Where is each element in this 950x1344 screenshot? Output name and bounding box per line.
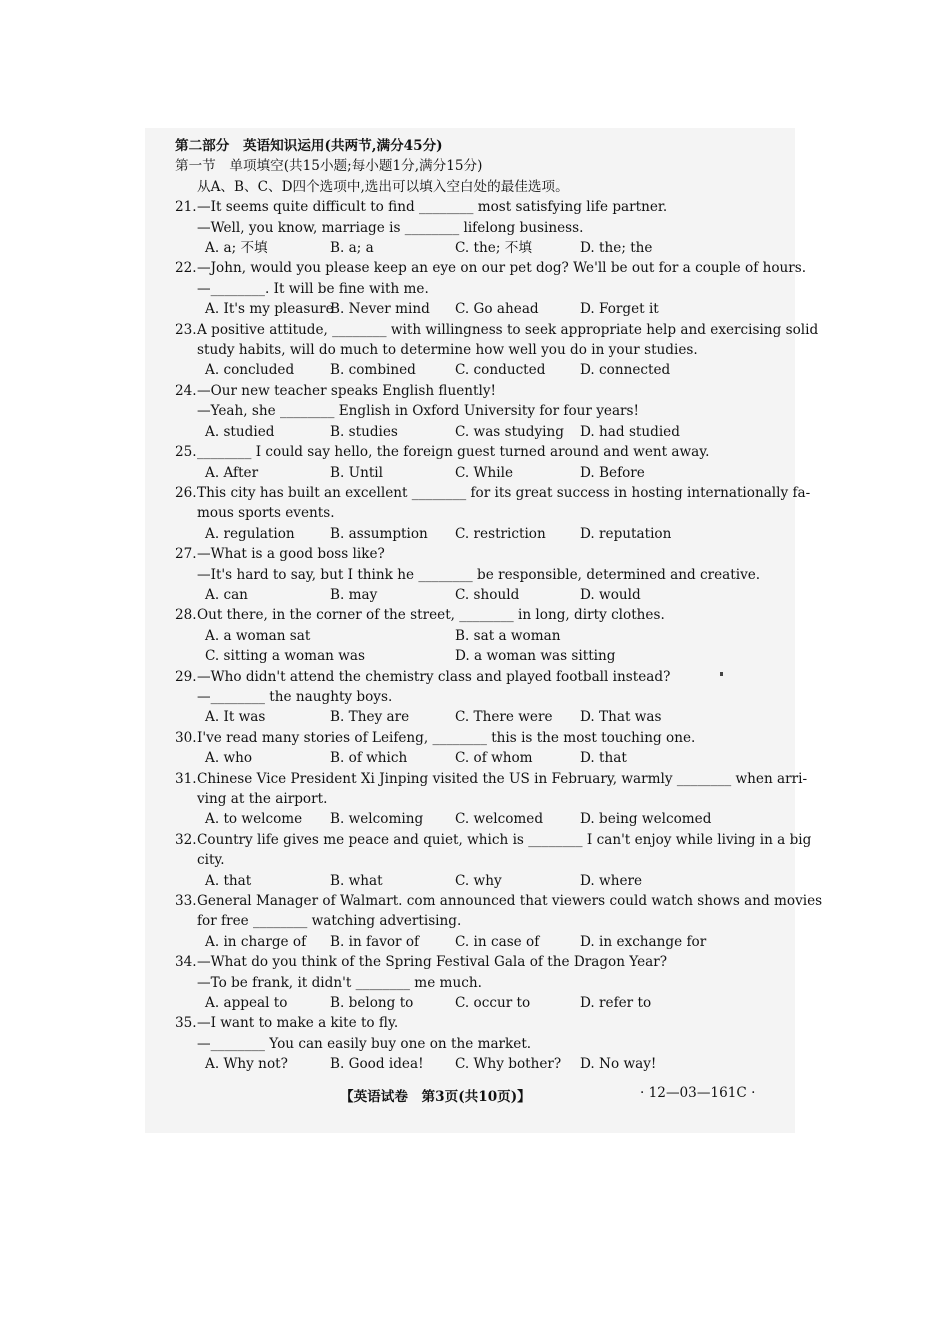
question-line <box>175 830 812 850</box>
answer-option[interactable]: D. being welcomed <box>580 811 712 828</box>
question-text: General Manager of Walmart. com announced that viewers could watch shows and movies <box>197 893 823 910</box>
instruction: 从A、B、C、D四个选项中,选出可以填入空白处的最佳选项。 <box>197 178 569 195</box>
question-number-spacer <box>175 401 197 421</box>
question-number: 35. <box>175 1015 197 1032</box>
question-text: Country life gives me peace and quiet, which is ________ I can't enjoy while living in a big <box>197 831 812 848</box>
answer-option[interactable]: A. in charge of <box>205 933 307 950</box>
answer-option[interactable]: D. the; the <box>580 240 653 257</box>
question-line <box>175 442 775 462</box>
answer-option[interactable]: B. studies <box>330 423 398 440</box>
question-item <box>175 544 775 605</box>
answer-option[interactable]: D. refer to <box>580 995 652 1012</box>
question-line <box>175 952 775 972</box>
question-number-spacer <box>175 789 197 809</box>
answer-option[interactable]: D. No way! <box>580 1056 657 1073</box>
answer-option[interactable]: C. restriction <box>455 525 546 542</box>
answer-option[interactable]: D. where <box>580 872 643 889</box>
question-line <box>175 320 819 340</box>
question-number: 33. <box>175 893 197 910</box>
question-text: —________. It will be fine with me. <box>197 280 429 297</box>
question-line <box>175 667 775 687</box>
answer-option[interactable]: A. concluded <box>205 362 295 379</box>
question-text: Chinese Vice President Xi Jinping visited the US in February, warmly ________ when arri- <box>197 770 808 787</box>
answer-option[interactable]: C. welcomed <box>455 811 544 828</box>
question-line <box>175 769 808 789</box>
answer-option[interactable]: A. After <box>205 464 259 481</box>
question-text: I've read many stories of Leifeng, ________ this is the most touching one. <box>197 729 696 746</box>
answer-option[interactable]: B. sat a woman <box>455 627 561 644</box>
answer-option[interactable]: A. It's my pleasure <box>205 301 334 318</box>
answer-option[interactable]: D. that <box>580 750 627 767</box>
question-number-spacer <box>175 911 197 931</box>
answer-option[interactable]: B. combined <box>330 362 416 379</box>
answer-options <box>175 360 775 380</box>
answer-options <box>175 809 775 829</box>
question-text: —________ the naughty boys. <box>197 688 393 705</box>
section-heading: 第一节 单项填空(共15小题;每小题1分,满分15分) <box>175 158 483 175</box>
question-line <box>175 381 775 401</box>
question-number: 22. <box>175 260 197 277</box>
question-list <box>175 197 823 1074</box>
question-text: ving at the airport. <box>197 791 328 807</box>
question-number-spacer <box>175 503 197 523</box>
answer-option[interactable]: A. regulation <box>205 525 295 542</box>
question-line <box>175 1013 775 1033</box>
question-text: for free ________ watching advertising. <box>197 913 462 930</box>
question-text: mous sports events. <box>197 505 335 522</box>
question-text: A positive attitude, ________ with willingness to seek appropriate help and exercising solid <box>197 321 819 338</box>
question-text: city. <box>197 852 225 869</box>
question-item <box>175 320 819 381</box>
question-line <box>175 911 775 931</box>
answer-option[interactable]: D. a woman was sitting <box>455 648 616 665</box>
answer-option[interactable]: A. to welcome <box>205 811 303 828</box>
answer-option[interactable]: A. It was <box>205 709 266 726</box>
question-item <box>175 483 811 544</box>
answer-options <box>175 463 775 483</box>
answer-options <box>175 748 775 768</box>
answer-option[interactable]: D. Forget it <box>580 301 659 318</box>
question-number-spacer <box>175 850 197 870</box>
question-line <box>175 401 775 421</box>
question-number: 28. <box>175 607 197 624</box>
answer-option[interactable]: D. had studied <box>580 423 680 440</box>
answer-option[interactable]: B. a; a <box>330 240 374 257</box>
answer-option[interactable]: B. may <box>330 586 378 603</box>
question-text: —It seems quite difficult to find ________ most satisfying life partner. <box>197 199 668 216</box>
answer-option[interactable]: A. a woman sat <box>205 627 311 644</box>
question-number-spacer <box>175 1034 197 1054</box>
answer-option[interactable]: B. assumption <box>330 525 428 542</box>
question-number-spacer <box>175 218 197 238</box>
question-line <box>175 789 775 809</box>
question-text: This city has built an excellent ________ for its great success in hosting internationally fa- <box>197 484 811 501</box>
question-text: —John, would you please keep an eye on our pet dog? We'll be out for a couple of hours. <box>197 260 807 277</box>
answer-option[interactable]: C. occur to <box>455 995 531 1012</box>
answer-option[interactable]: C. Why bother? <box>455 1056 562 1073</box>
question-line <box>175 340 775 360</box>
answer-option[interactable]: D. Before <box>580 464 645 481</box>
answer-option[interactable]: C. sitting a woman was <box>205 648 365 665</box>
question-number: 24. <box>175 382 197 399</box>
question-number-spacer <box>175 340 197 360</box>
question-text: study habits, will do much to determine how well you do in your studies. <box>197 342 698 359</box>
question-item <box>175 667 775 728</box>
answer-option[interactable]: B. welcoming <box>330 811 424 828</box>
part-heading: 第二部分 英语知识运用(共两节,满分45分) <box>175 138 443 154</box>
answer-option[interactable]: B. belong to <box>330 995 414 1012</box>
question-item <box>175 605 775 666</box>
answer-option[interactable]: C. should <box>455 586 520 603</box>
question-text: —Who didn't attend the chemistry class and played football instead? <box>197 668 671 685</box>
question-number-spacer <box>175 279 197 299</box>
answer-option[interactable]: C. in case of <box>455 933 540 950</box>
scan-speck <box>720 672 723 676</box>
answer-options <box>175 422 775 442</box>
question-item <box>175 258 807 319</box>
question-number: 26. <box>175 484 197 501</box>
answer-option[interactable]: C. the; 不填 <box>455 240 532 257</box>
answer-option[interactable]: B. of which <box>330 750 408 767</box>
answer-option[interactable]: B. Good idea! <box>330 1056 424 1073</box>
answer-option[interactable]: A. appeal to <box>205 995 288 1012</box>
question-line <box>175 483 811 503</box>
question-number-spacer <box>175 565 197 585</box>
answer-option[interactable]: B. what <box>330 872 383 889</box>
answer-option[interactable]: D. would <box>580 586 641 603</box>
answer-option[interactable]: A. can <box>205 586 248 603</box>
question-item <box>175 1013 775 1074</box>
answer-option[interactable]: C. why <box>455 872 502 889</box>
question-text: —________ You can easily buy one on the market. <box>197 1035 532 1052</box>
answer-option[interactable]: B. Never mind <box>330 301 430 318</box>
answer-options <box>175 626 775 646</box>
footer-code: · 12—03—161C · <box>640 1085 756 1101</box>
question-number: 27. <box>175 546 197 563</box>
question-line <box>175 544 775 564</box>
answer-options <box>175 524 775 544</box>
question-text: —What is a good boss like? <box>197 546 385 563</box>
question-number-spacer <box>175 687 197 707</box>
answer-option[interactable]: D. connected <box>580 362 671 379</box>
question-item <box>175 769 808 830</box>
question-line <box>175 258 807 278</box>
question-item <box>175 442 775 483</box>
question-line <box>175 279 775 299</box>
answer-option[interactable]: A. that <box>205 872 252 889</box>
answer-option[interactable]: A. who <box>205 750 253 767</box>
question-number: 21. <box>175 199 197 216</box>
question-number: 23. <box>175 321 197 338</box>
answer-options <box>175 585 775 605</box>
answer-option[interactable]: B. Until <box>330 464 384 481</box>
question-text: —Well, you know, marriage is ________ lifelong business. <box>197 219 584 236</box>
answer-option[interactable]: B. in favor of <box>330 933 420 950</box>
question-line <box>175 197 775 217</box>
question-number: 34. <box>175 954 197 971</box>
question-item <box>175 197 775 258</box>
question-number: 29. <box>175 668 197 685</box>
answer-option[interactable]: D. in exchange for <box>580 933 707 950</box>
answer-options <box>175 1054 775 1074</box>
question-item <box>175 728 775 769</box>
question-item <box>175 830 812 891</box>
question-number: 30. <box>175 729 197 746</box>
question-text: —Yeah, she ________ English in Oxford University for four years! <box>197 403 639 420</box>
question-text: —I want to make a kite to fly. <box>197 1015 399 1032</box>
question-line <box>175 687 775 707</box>
answer-options <box>175 707 775 727</box>
question-text: —Our new teacher speaks English fluently! <box>197 382 496 399</box>
answer-option[interactable]: C. was studying <box>455 423 564 440</box>
question-line <box>175 565 775 585</box>
answer-options <box>175 646 775 666</box>
answer-option[interactable]: B. They are <box>330 709 410 726</box>
question-text: ________ I could say hello, the foreign guest turned around and went away. <box>197 444 710 461</box>
question-text: —To be frank, it didn't ________ me much. <box>197 974 482 991</box>
answer-option[interactable]: D. reputation <box>580 525 672 542</box>
question-text: —It's hard to say, but I think he ________ be responsible, determined and creative. <box>197 566 761 583</box>
exam-page <box>175 136 823 1075</box>
question-number: 25. <box>175 444 197 461</box>
question-line <box>175 503 775 523</box>
question-line <box>175 218 775 238</box>
answer-option[interactable]: D. That was <box>580 709 662 726</box>
question-number: 32. <box>175 831 197 848</box>
question-item <box>175 891 823 952</box>
answer-option[interactable]: C. conducted <box>455 362 546 379</box>
answer-option[interactable]: C. of whom <box>455 750 533 767</box>
answer-options <box>175 932 775 952</box>
answer-option[interactable]: A. a; 不填 <box>205 240 268 257</box>
answer-options <box>175 238 775 258</box>
question-item <box>175 381 775 442</box>
question-number: 31. <box>175 770 197 787</box>
answer-option[interactable]: C. Go ahead <box>455 301 539 318</box>
answer-options <box>175 299 775 319</box>
answer-options <box>175 993 775 1013</box>
question-item <box>175 952 775 1013</box>
question-line <box>175 850 775 870</box>
question-line <box>175 605 775 625</box>
question-text: —What do you think of the Spring Festival Gala of the Dragon Year? <box>197 954 668 971</box>
answer-option[interactable]: C. There were <box>455 709 553 726</box>
answer-options <box>175 871 775 891</box>
question-text: Out there, in the corner of the street, ________ in long, dirty clothes. <box>197 607 665 624</box>
question-line <box>175 728 775 748</box>
footer-title: 【英语试卷 第3页(共10页)】 <box>340 1089 531 1105</box>
question-line <box>175 973 775 993</box>
answer-option[interactable]: A. studied <box>205 423 275 440</box>
question-line <box>175 1034 775 1054</box>
answer-option[interactable]: C. While <box>455 464 514 481</box>
answer-option[interactable]: A. Why not? <box>205 1056 288 1073</box>
question-number-spacer <box>175 973 197 993</box>
question-line <box>175 891 823 911</box>
